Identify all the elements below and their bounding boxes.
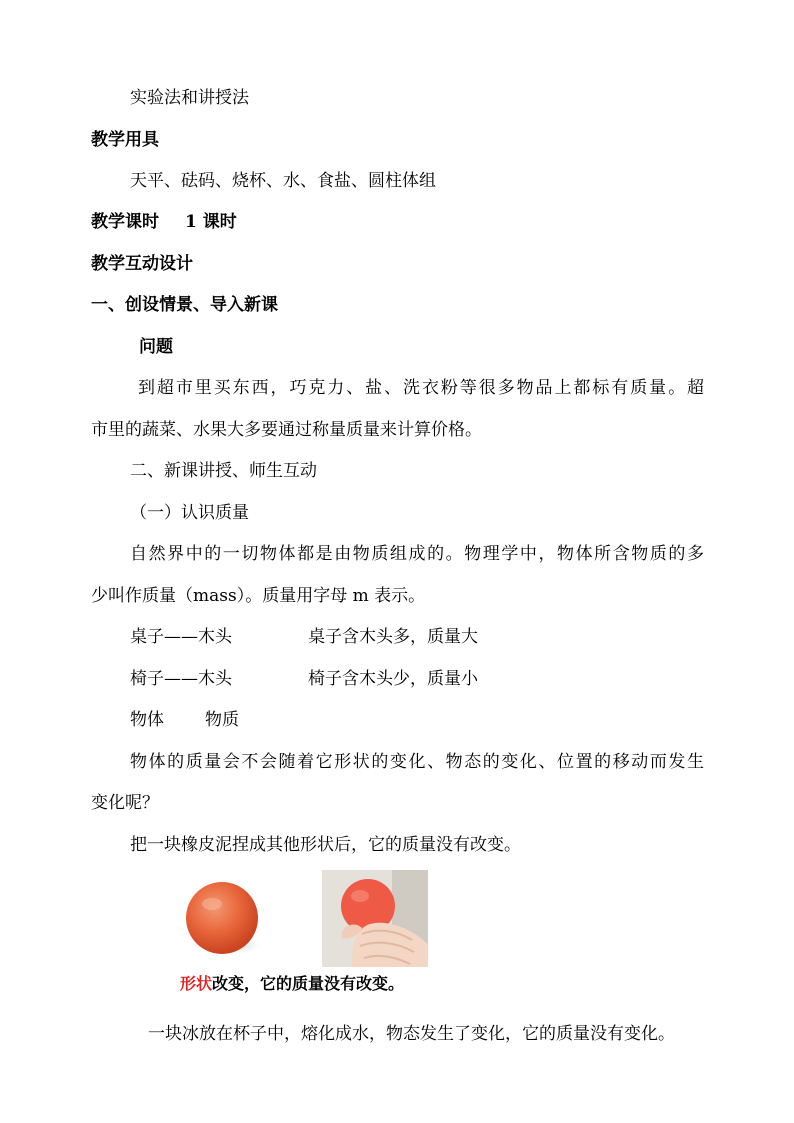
teaching-method: 实验法和讲授法 xyxy=(130,88,249,108)
image-caption xyxy=(180,974,404,994)
table-row-3-right: 物质 xyxy=(205,710,239,730)
table-row-2-left: 椅子——木头 xyxy=(130,669,232,689)
hours-value: 1 课时 xyxy=(185,212,237,232)
tools-list: 天平、砝码、烧杯、水、食盐、圆柱体组 xyxy=(130,171,436,191)
subsection-1-heading: （一）认识质量 xyxy=(130,503,249,523)
paragraph-5: 一块冰放在杯子中，熔化成水，物态发生了变化，它的质量没有变化。 xyxy=(148,1024,675,1044)
paragraph-2-line-1: 自然界中的一切物体都是由物质组成的。物理学中，物体所含物质的多 xyxy=(130,544,704,564)
tools-heading: 教学用具 xyxy=(91,130,159,150)
table-row-1-right: 桌子含木头多，质量大 xyxy=(308,627,478,647)
paragraph-1-line-1: 到超市里买东西，巧克力、盐、洗衣粉等很多物品上都标有质量。超 xyxy=(138,378,704,398)
design-heading: 教学互动设计 xyxy=(91,254,193,274)
hand-clay-image xyxy=(322,870,428,967)
paragraph-2-line-2: 少叫作质量（mass）。质量用字母 m 表示。 xyxy=(91,586,426,606)
paragraph-3-line-2: 变化呢？ xyxy=(91,793,159,813)
table-row-3-left: 物体 xyxy=(130,710,164,730)
hours-label: 教学课时 xyxy=(91,212,159,232)
paragraph-4: 把一块橡皮泥捏成其他形状后，它的质量没有改变。 xyxy=(130,835,521,855)
clay-ball-image xyxy=(180,880,270,960)
section-2-heading: 二、新课讲授、师生互动 xyxy=(130,461,317,481)
paragraph-1-line-2: 市里的蔬菜、水果大多要通过称量质量来计算价格。 xyxy=(91,420,482,440)
caption-text: 改变，它的质量没有改变。 xyxy=(212,974,405,993)
table-row-1-left: 桌子——木头 xyxy=(130,627,232,647)
section-1-heading: 一、创设情景、导入新课 xyxy=(91,295,278,315)
paragraph-3-line-1: 物体的质量会不会随着它形状的变化、物态的变化、位置的移动而发生 xyxy=(130,752,704,772)
question-heading: 问题 xyxy=(139,337,173,357)
table-row-2-right: 椅子含木头少，质量小 xyxy=(308,669,478,689)
caption-highlight: 形状 xyxy=(180,974,213,993)
